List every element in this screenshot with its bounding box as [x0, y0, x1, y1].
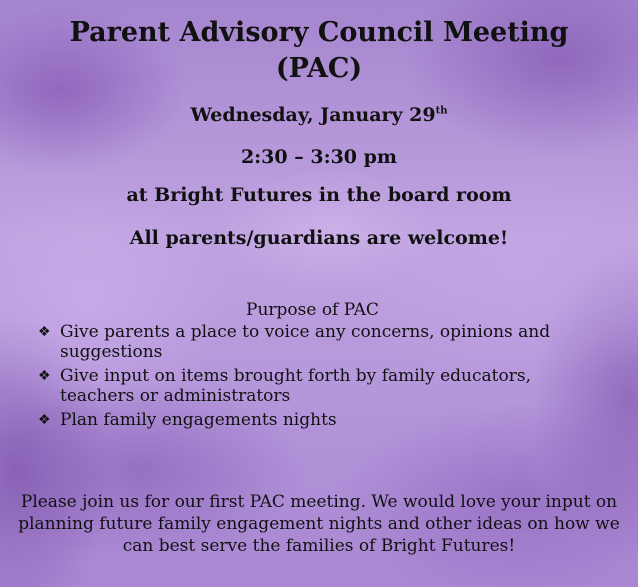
purpose-item	[38, 410, 598, 430]
purpose-item-text: Give input on items brought forth by family educators, teachers or administrators	[60, 366, 531, 406]
meeting-date-suffix: th	[435, 105, 448, 117]
purpose-list	[38, 322, 598, 434]
diamond-bullet-icon: ❖	[38, 412, 51, 428]
closing-paragraph: Please join us for our first PAC meeting. We would love your input on planning future family engagement nights and other ideas on how we can best serve the families of Bright Futures!	[18, 492, 620, 556]
purpose-item-text: Plan family engagements nights	[60, 410, 337, 430]
diamond-bullet-icon: ❖	[38, 368, 51, 384]
diamond-bullet-icon: ❖	[38, 324, 51, 340]
purpose-item	[38, 366, 598, 406]
title-line-2: (PAC)	[275, 53, 363, 84]
purpose-item-text: Give parents a place to voice any concerns, opinions and suggestions	[60, 322, 551, 362]
welcome-line: All parents/guardians are welcome!	[129, 227, 509, 249]
meeting-location: at Bright Futures in the board room	[126, 184, 512, 206]
purpose-item	[38, 322, 598, 362]
meeting-time: 2:30 – 3:30 pm	[240, 146, 398, 168]
purpose-heading: Purpose of PAC	[246, 300, 379, 320]
meeting-date-text: Wednesday, January 29	[190, 104, 436, 126]
meeting-date	[0, 103, 638, 127]
title-line-1: Parent Advisory Council Meeting	[69, 17, 569, 48]
